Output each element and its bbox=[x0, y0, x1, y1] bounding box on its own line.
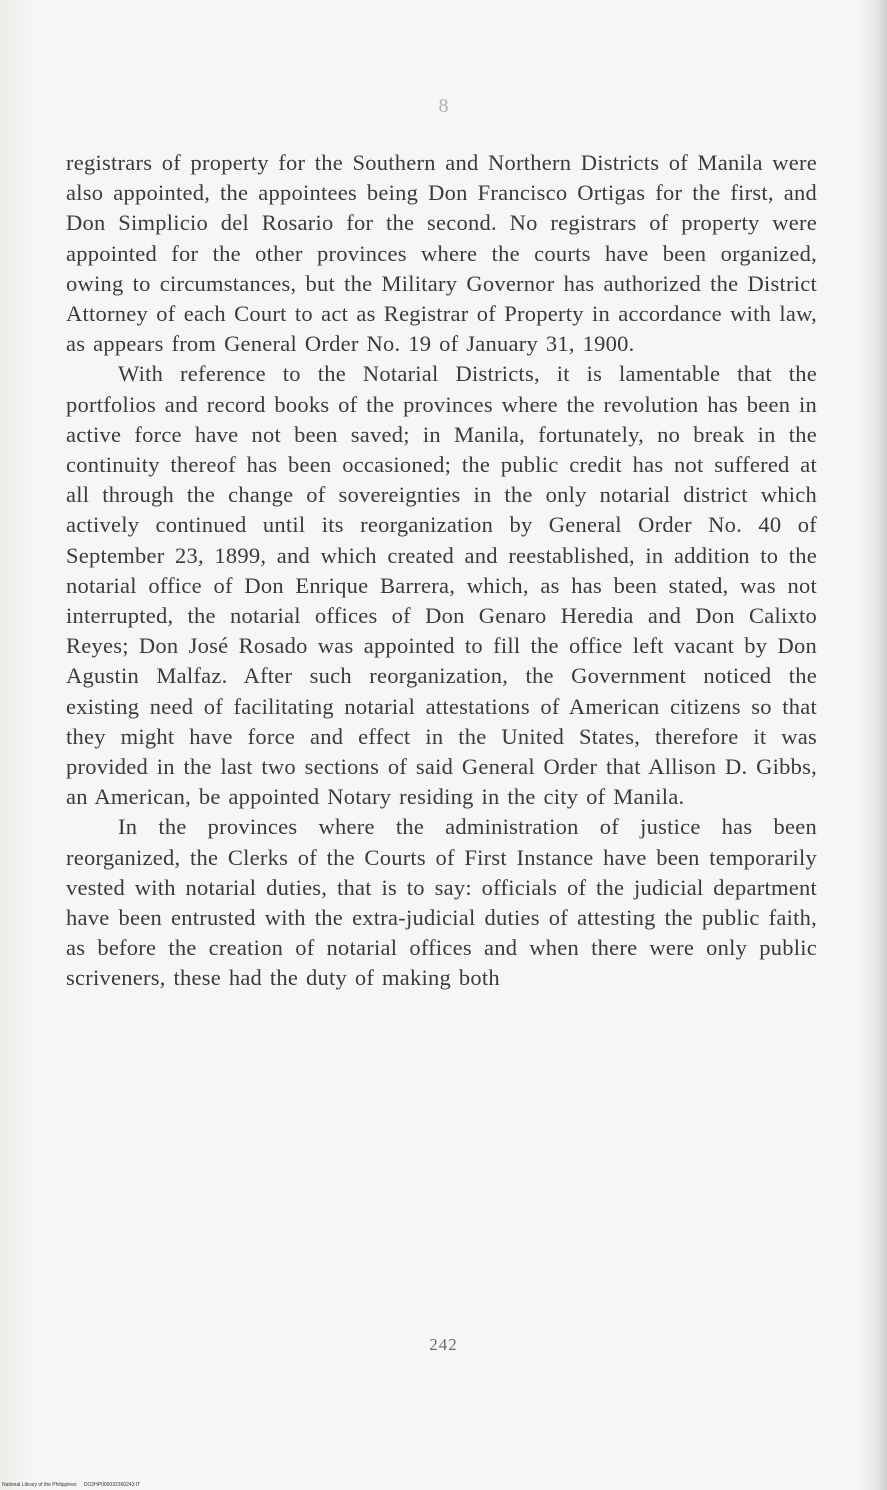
page-number: 242 bbox=[429, 1335, 458, 1354]
page-header-mark: 8 bbox=[438, 95, 449, 117]
digitization-credit bbox=[2, 1482, 140, 1488]
paragraph-continuation: registrars of property for the Southern and Northern Districts of Manila were also appointed, the appointees being Don Francisco Ortigas for the first, and Don Simplicio del Rosario for the second. No registrars of property were appointed for the other provinces where the courts have been organized, owing to circumstances, but the Military Governor has authorized the District Attorney of each Court to act as Registrar of Property in accordance with law, as appears from General Order No. 19 of January 31, 1900. bbox=[66, 150, 817, 357]
paragraph-provinces: In the provinces where the administration of justice has been reorganized, the Clerks of the Courts of First Instance have been temporarily vested with notarial duties, that is to say: officials of the judicial department have been entrusted with the extra-judicial duties of attesting the public faith, as before the creation of notarial offices and when there were only public scriveners, these had the duty of making both bbox=[66, 814, 817, 991]
page-edge-shadow bbox=[877, 0, 887, 1490]
paragraph-notarial-districts: With reference to the Notarial Districts, it is lamentable that the portfolios and record books of the provinces where the revolution has been in active force have not been saved; in Manila, fortunately, no break in the continuity thereof has been occasioned; the public credit has not suffered at all through the change of sovereignties in the only notarial district which actively continued until its reorganization by General Order No. 40 of September 23, 1899, and which created and reestablished, in addition to the notarial office of Don Enrique Barrera, which, as has been stated, was not interrupted, the notarial offices of Don Genaro Heredia and Don Calixto Reyes; Don José Rosado was appointed to fill the office left vacant by Don Agustin Malfaz. After such reorganization, the Government noticed the existing need of facilitating notarial attestations of American citizens so that they might have force and effect in the United States, therefore it was provided in the last two sections of said General Order that Allison D. Gibbs, an American, be appointed Notary residing in the city of Manila. bbox=[66, 361, 817, 810]
library-name: National Library of the Philippines bbox=[2, 1482, 77, 1488]
body-text bbox=[66, 148, 817, 994]
item-code: DO2HP000032360243 IT bbox=[83, 1482, 141, 1488]
